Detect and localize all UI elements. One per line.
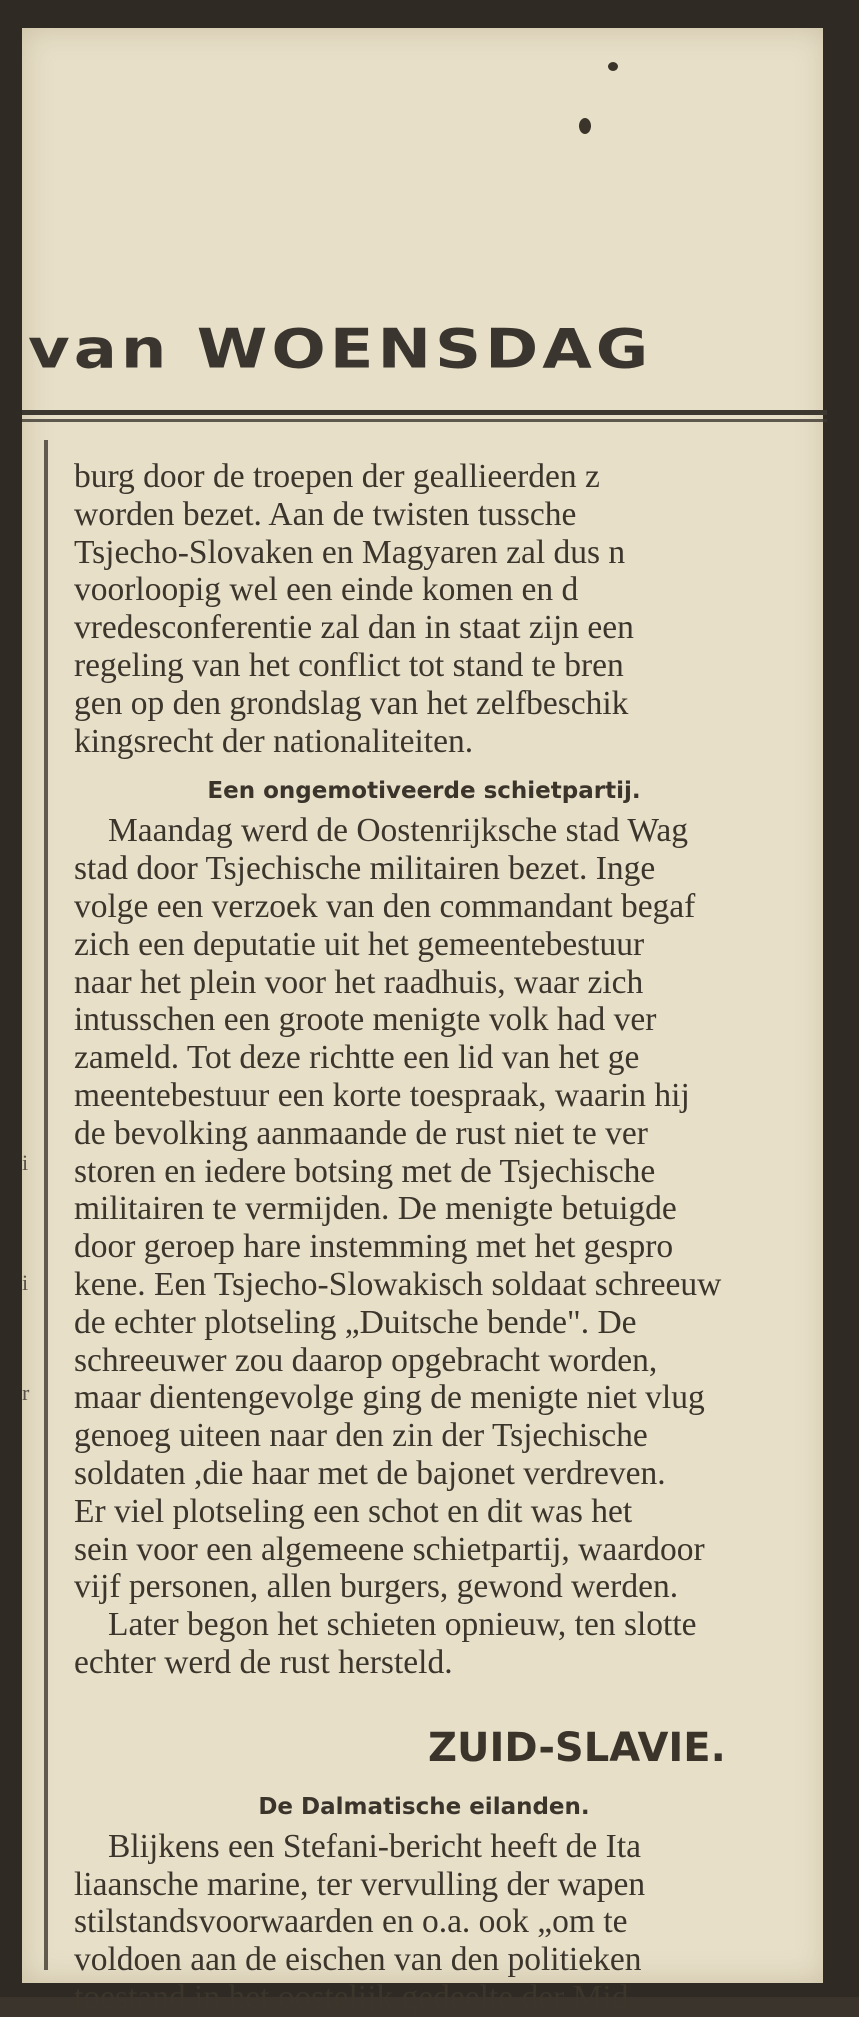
column-rule [44,440,48,1970]
article-line: stilstandsvoorwaarden en o.a. ook „om te [74,1903,628,1941]
masthead-title: van WOENSDAG [28,318,653,381]
article-line: naar het plein voor het raadhuis, waar zich [74,963,644,1001]
article-line: kingsrecht der nationaliteiten. [74,722,474,760]
article-line: door geroep hare instemming met het gespro [74,1228,674,1266]
article-line: zameld. Tot deze richtte een lid van het ge [74,1039,640,1077]
article-line: militairen te vermijden. De menigte betuigde [74,1190,677,1228]
article-line: schreeuwer zou daarop opgebracht worden, [74,1341,658,1379]
margin-fragment: i [22,1150,29,1175]
article-line: Later begon het schieten opnieuw, ten slotte [108,1606,697,1644]
masthead-rule-thin [22,419,827,422]
article-line: burg door de troepen der geallieerden z [74,458,600,495]
article-line: zich een deputatie uit het gemeentebestuur [74,925,645,963]
article-line: de echter plotseling „Duitsche bende". De [74,1303,637,1341]
article-line: worden bezet. Aan de twisten tussche [74,495,577,533]
article-line: voldoen aan de eischen van den politieken [74,1941,642,1979]
article-line: gen op den grondslag van het zelfbeschik [74,684,629,722]
article-line: genoeg uiteen naar den zin der Tsjechische [74,1417,648,1455]
article-line: liaansche marine, ter vervulling der wapen [74,1865,646,1903]
article-line: toestand in het oostelijk gedeelte der Mid [74,1978,629,2016]
article-line: Tsjecho-Slovaken en Magyaren zal dus n [74,533,626,571]
margin-fragment: i [22,1270,29,1295]
article-line: storen en iedere botsing met de Tsjechische [74,1152,656,1190]
article-line: de bevolking aanmaande de rust niet te ver [74,1114,648,1152]
article-line: Maandag werd de Oostenrijksche stad Wag [108,812,688,850]
article-line: volge een verzoek van den commandant begaf [74,887,696,925]
article-line: Blijkens een Stefani-bericht heeft de Ita [108,1827,641,1865]
masthead-rule [22,410,827,415]
section-heading-zuid-slavie: ZUID-SLAVIE. [428,1724,726,1771]
article-line: regeling van het conflict tot stand te bren [74,646,624,684]
article-line: voorloopig wel een einde komen en d [74,571,579,609]
article-line: Er viel plotseling een schot en dit was het [74,1492,633,1530]
article-line: vijf personen, allen burgers, gewond werden. [74,1568,679,1606]
article-line: soldaten ,die haar met de bajonet verdreven. [74,1454,666,1492]
article-line: sein voor een algemeene schietpartij, waardoor [74,1530,705,1568]
margin-fragment: r [22,1380,30,1405]
article-line: intusschen een groote menigte volk had ver [74,1001,657,1039]
article-line: maar dientengevolge ging de menigte niet vlug [74,1379,705,1417]
subheading-dalmatian-islands: De Dalmatische eilanden. [258,1793,590,1820]
article-line: echter werd de rust hersteld. [74,1643,453,1681]
article-line: meentebestuur een korte toespraak, waarin hij [74,1076,690,1114]
masthead [22,310,827,395]
ink-speck [579,118,591,134]
subheading-shooting: Een ongemotiveerde schietpartij. [207,778,641,805]
article-line: stad door Tsjechische militairen bezet. Inge [74,850,656,888]
article-column [74,458,834,2017]
ink-speck [608,62,618,71]
article-line: kene. Een Tsjecho-Slowakisch soldaat schreeuw [74,1265,722,1303]
article-line: vredesconferentie zal dan in staat zijn een [74,609,634,647]
